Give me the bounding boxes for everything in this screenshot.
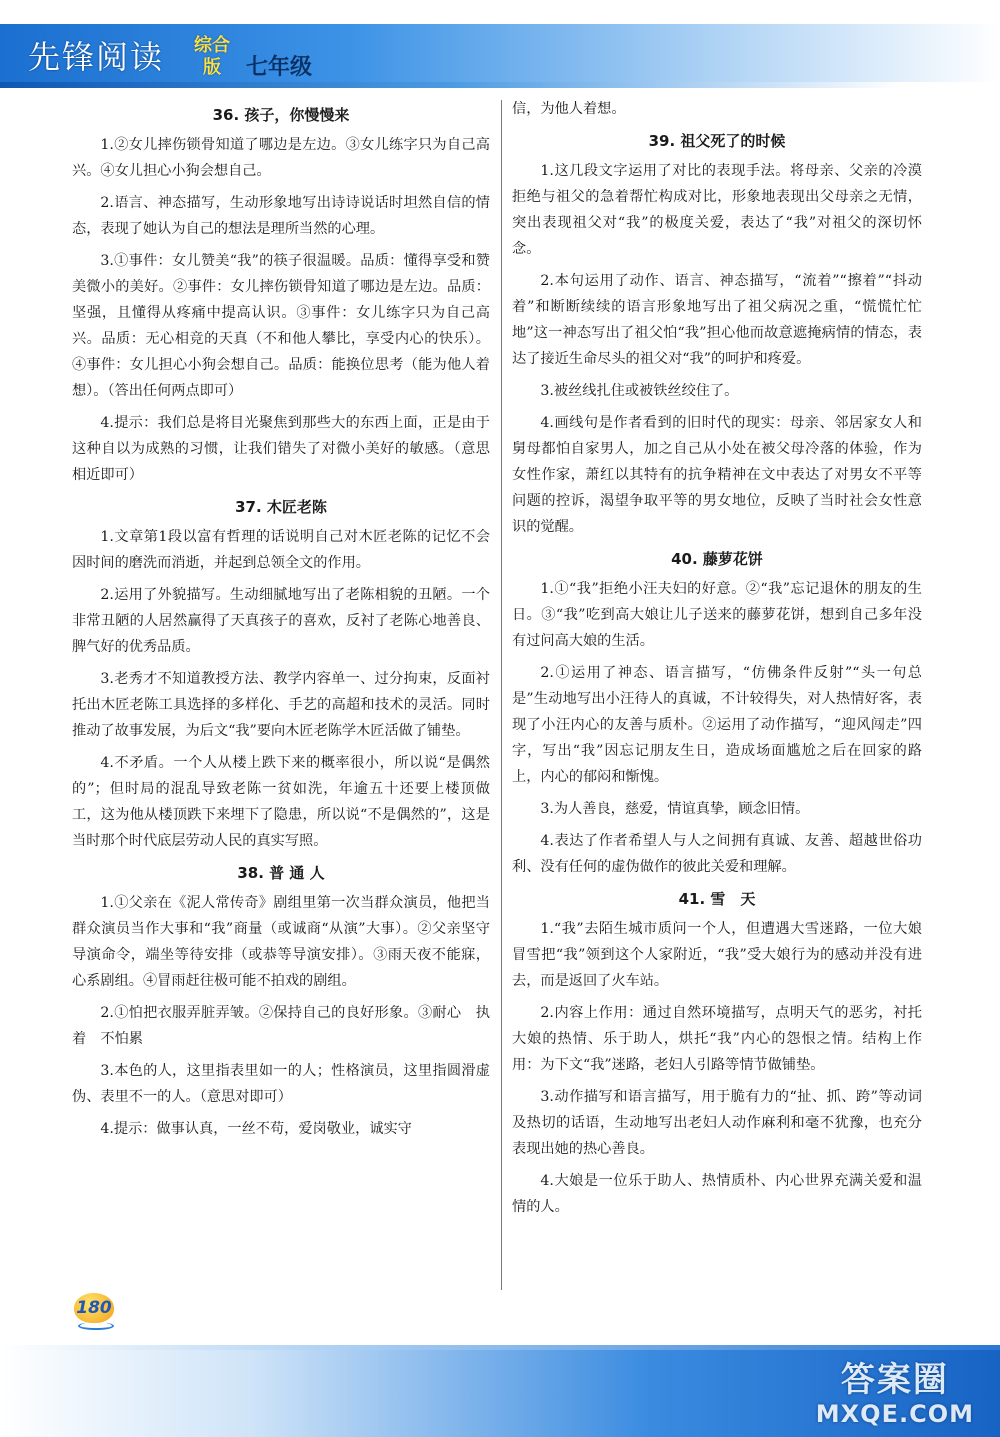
answer-paragraph: 2.语言、神态描写，生动形象地写出诗诗说话时坦然自信的情态，表现了她认为自己的想法是理所当然的心理。: [72, 195, 490, 237]
edition-top: 综合: [194, 35, 230, 56]
series-title: 先锋阅读: [28, 38, 165, 76]
section-38: [72, 860, 490, 1142]
answer-paragraph: 3.为人善良，慈爱，情谊真挚，顾念旧情。: [540, 801, 810, 817]
answer-paragraph: 3.动作描写和语言描写，用于脆有力的“扯、抓、跨”等动词及热切的话语，生动地写出老妇人动作麻利和毫不犹豫，也充分表现出她的热心善良。: [512, 1089, 922, 1157]
section-36: [72, 102, 490, 488]
answer-paragraph: 4.画线句是作者看到的旧时代的现实：母亲、邻居家女人和舅母都怕自家男人，加之自己从小处在被父母冷落的体验，作为女性作家，萧红以其特有的抗争精神在文中表达了对男女不平等问题的控诉，渴望争取平等的男女地位，反映了当时社会女性意识的觉醒。: [512, 415, 922, 535]
answer-paragraph: 3.老秀才不知道教授方法、教学内容单一、过分拘束，反面衬托出木匠老陈工具选择的多样化、手艺的高超和技术的灵活。同时推动了故事发展，为后文“我”要向木匠老陈学木匠活做了铺垫。: [72, 671, 490, 739]
edition-badge: [186, 34, 238, 80]
answer-paragraph: 4.不矛盾。一个人从楼上跌下来的概率很小，所以说“是偶然的”；但时局的混乱导致老陈一贫如洗，年逾五十还要上楼顶做工，这为他从楼顶跌下来埋下了隐患，所以说“不是偶然的”，这是当时那个时代底层劳动人民的真实写照。: [72, 755, 490, 849]
section-title: 37. 木匠老陈: [235, 498, 327, 516]
section-title: 38. 普 通 人: [237, 864, 325, 882]
section-title: 36. 孩子，你慢慢来: [212, 106, 350, 124]
section-title: 39. 祖父死了的时候: [648, 132, 786, 150]
answer-paragraph: 4.表达了作者希望人与人之间拥有真诚、友善、超越世俗功利、没有任何的虚伪做作的彼此关爱和理解。: [512, 833, 922, 875]
answer-paragraph: 3.被丝线扎住或被铁丝绞住了。: [540, 383, 739, 399]
page-number-badge: [74, 1293, 114, 1323]
answer-paragraph: 2.运用了外貌描写。生动细腻地写出了老陈相貌的丑陋。一个非常丑陋的人居然赢得了天真孩子的喜欢，反衬了老陈心地善良、脾气好的优秀品质。: [72, 587, 490, 655]
right-column: [512, 96, 922, 1226]
continued-text: 信，为他人着想。: [512, 101, 626, 117]
answer-paragraph: 2.①运用了神态、语言描写，“仿佛条件反射”“头一句总是”生动地写出小汪待人的真诚，不计较得失，对人热情好客，表现了小汪内心的友善与质朴。②运用了动作描写，“迎风闯走”四字，写出“我”因忘记朋友生日，造成场面尴尬之后在回家的路上，内心的郁闷和惭愧。: [512, 665, 922, 785]
answer-paragraph: 2.本句运用了动作、语言、神态描写，“流着”“擦着”“抖动着”和断断续续的语言形象地写出了祖父病况之重，“慌慌忙忙地”这一神态写出了祖父怕“我”担心他而故意遮掩病情的情态，表达了接近生命尽头的祖父对“我”的呵护和疼爱。: [512, 273, 922, 367]
section-title: 41. 雪 天: [678, 890, 756, 908]
answer-paragraph: 3.本色的人，这里指表里如一的人；性格演员，这里指圆滑虚伪、表里不一的人。（意思对即可）: [72, 1063, 490, 1105]
answer-paragraph: 2.①怕把衣服弄脏弄皱。②保持自己的良好形象。③耐心 执着 不怕累: [72, 1005, 490, 1047]
answer-paragraph: 3.①事件：女儿赞美“我”的筷子很温暖。品质：懂得享受和赞美微小的美好。②事件：女儿摔伤锁骨知道了哪边是左边。品质：坚强，且懂得从疼痛中提高认识。③事件：女儿练字只为自己高兴。品质：无心相竞的天真（不和他人攀比，享受内心的快乐）。④事件：女儿担心小狗会想自己。品质：能换位思考（能为他人着想）。（答出任何两点即可）: [72, 253, 490, 399]
section-40: [512, 546, 922, 880]
section-title: 40. 藤萝花饼: [671, 550, 763, 568]
watermark-logo: 答案圈: [840, 1360, 949, 1400]
watermark-url: MXQE.COM: [815, 1400, 974, 1428]
answer-paragraph: 1.①“我”拒绝小汪夫妇的好意。②“我”忘记退休的朋友的生日。③“我”吃到高大娘让儿子送来的藤萝花饼，想到自己多年没有过问高大娘的生活。: [512, 581, 922, 649]
edition-bottom: 版: [203, 57, 221, 78]
section-41: [512, 886, 922, 1220]
answer-paragraph: 1.这几段文字运用了对比的表现手法。将母亲、父亲的冷漠拒绝与祖父的急着帮忙构成对比，形象地表现出父母亲之无情，突出表现祖父对“我”的极度关爱，表达了“我”对祖父的深切怀念。: [512, 163, 922, 257]
answer-paragraph: 4.大娘是一位乐于助人、热情质朴、内心世界充满关爱和温情的人。: [512, 1173, 922, 1215]
grade-label: 七年级: [246, 55, 313, 80]
answer-paragraph: 1.①父亲在《泥人常传奇》剧组里第一次当群众演员，他把当群众演员当作大事和“我”商量（或诚商“从演”大事）。②父亲坚守导演命令，端坐等待安排（或恭等导演安排）。③雨天夜不能寐，心系剧组。④冒雨赶往极可能不拍戏的剧组。: [72, 895, 490, 989]
answer-paragraph: 1.“我”去陌生城市质问一个人，但遭遇大雪迷路，一位大娘冒雪把“我”领到这个人家附近，“我”受大娘行为的感动并没有进去，而是返回了火车站。: [512, 921, 922, 989]
answer-paragraph: 1.文章第1段以富有哲理的话说明自己对木匠老陈的记忆不会因时间的磨洗而消逝，并起到总领全文的作用。: [72, 529, 490, 571]
left-column: [72, 96, 490, 1148]
section-37: [72, 494, 490, 854]
page-header: [0, 0, 1000, 96]
answer-paragraph: 1.②女儿摔伤锁骨知道了哪边是左边。③女儿练字只为自己高兴。④女儿担心小狗会想自己。: [72, 137, 490, 179]
site-watermark: [816, 1360, 974, 1428]
column-divider: [501, 100, 502, 1290]
answer-paragraph: 4.提示：我们总是将目光聚焦到那些大的东西上面，正是由于这种自以为成熟的习惯，让我们错失了对微小美好的敏感。（意思相近即可）: [72, 415, 490, 483]
answer-paragraph: 4.提示：做事认真，一丝不苟，爱岗敬业，诚实守: [100, 1121, 412, 1137]
page-number: 180: [76, 1298, 112, 1318]
answer-paragraph: 2.内容上作用：通过自然环境描写，点明天气的恶劣，衬托大娘的热情、乐于助人，烘托“我”内心的怨恨之情。结构上作用：为下文“我”迷路，老妇人引路等情节做铺垫。: [512, 1005, 922, 1073]
section-39: [512, 128, 922, 540]
